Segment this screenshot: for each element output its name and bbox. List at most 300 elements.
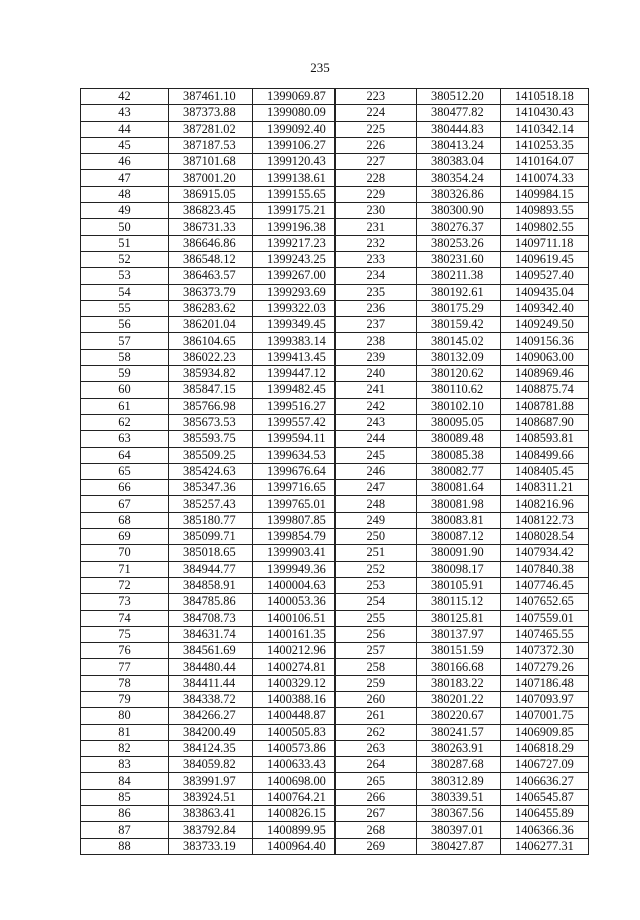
point-number-left: 80: [81, 708, 169, 724]
point-number-right: 241: [335, 382, 417, 398]
point-number-left: 63: [81, 431, 169, 447]
point-number-left: 65: [81, 463, 169, 479]
x-coordinate-left: 385847.15: [169, 382, 253, 398]
point-number-left: 76: [81, 643, 169, 659]
table-row: [81, 414, 589, 430]
point-number-right: 252: [335, 561, 417, 577]
table-row: [81, 480, 589, 496]
x-coordinate-right: 380089.48: [417, 431, 501, 447]
point-number-left: 75: [81, 626, 169, 642]
y-coordinate-right: 1409802.55: [501, 219, 589, 235]
table-row: [81, 463, 589, 479]
x-coordinate-left: 387461.10: [169, 89, 253, 105]
x-coordinate-left: 385934.82: [169, 366, 253, 382]
x-coordinate-left: 384059.82: [169, 757, 253, 773]
x-coordinate-right: 380397.01: [417, 822, 501, 838]
point-number-left: 62: [81, 414, 169, 430]
y-coordinate-right: 1407093.97: [501, 691, 589, 707]
x-coordinate-left: 385099.71: [169, 529, 253, 545]
point-number-left: 64: [81, 447, 169, 463]
y-coordinate-right: 1408687.90: [501, 414, 589, 430]
x-coordinate-right: 380120.62: [417, 366, 501, 382]
x-coordinate-right: 380220.67: [417, 708, 501, 724]
y-coordinate-left: 1399903.41: [253, 545, 335, 561]
y-coordinate-right: 1406366.36: [501, 822, 589, 838]
x-coordinate-left: 387101.68: [169, 154, 253, 170]
point-number-right: 260: [335, 691, 417, 707]
y-coordinate-right: 1407934.42: [501, 545, 589, 561]
y-coordinate-right: 1409619.45: [501, 251, 589, 267]
point-number-right: 251: [335, 545, 417, 561]
table-row: [81, 724, 589, 740]
x-coordinate-right: 380263.91: [417, 740, 501, 756]
point-number-right: 240: [335, 366, 417, 382]
point-number-right: 238: [335, 333, 417, 349]
x-coordinate-right: 380175.29: [417, 300, 501, 316]
y-coordinate-left: 1399447.12: [253, 366, 335, 382]
y-coordinate-left: 1399716.65: [253, 480, 335, 496]
point-number-left: 48: [81, 186, 169, 202]
x-coordinate-right: 380087.12: [417, 529, 501, 545]
x-coordinate-left: 385424.63: [169, 463, 253, 479]
point-number-right: 233: [335, 251, 417, 267]
x-coordinate-left: 384480.44: [169, 659, 253, 675]
point-number-right: 236: [335, 300, 417, 316]
table-row: [81, 496, 589, 512]
y-coordinate-left: 1400212.96: [253, 643, 335, 659]
x-coordinate-right: 380151.59: [417, 643, 501, 659]
x-coordinate-right: 380312.89: [417, 773, 501, 789]
x-coordinate-right: 380083.81: [417, 512, 501, 528]
table-row: [81, 447, 589, 463]
point-number-left: 57: [81, 333, 169, 349]
x-coordinate-left: 386463.57: [169, 268, 253, 284]
point-number-right: 261: [335, 708, 417, 724]
point-number-left: 58: [81, 349, 169, 365]
x-coordinate-left: 384561.69: [169, 643, 253, 659]
point-number-left: 88: [81, 838, 169, 854]
y-coordinate-right: 1409063.00: [501, 349, 589, 365]
point-number-right: 227: [335, 154, 417, 170]
y-coordinate-left: 1399092.40: [253, 121, 335, 137]
point-number-right: 245: [335, 447, 417, 463]
y-coordinate-left: 1400899.95: [253, 822, 335, 838]
x-coordinate-right: 380477.82: [417, 105, 501, 121]
y-coordinate-left: 1400764.21: [253, 789, 335, 805]
table-row: [81, 349, 589, 365]
y-coordinate-left: 1399854.79: [253, 529, 335, 545]
point-number-right: 223: [335, 89, 417, 105]
y-coordinate-left: 1399349.45: [253, 317, 335, 333]
table-row: [81, 512, 589, 528]
x-coordinate-left: 384858.91: [169, 577, 253, 593]
x-coordinate-left: 384944.77: [169, 561, 253, 577]
y-coordinate-left: 1399383.14: [253, 333, 335, 349]
table-row: [81, 121, 589, 137]
y-coordinate-left: 1399634.53: [253, 447, 335, 463]
y-coordinate-left: 1400505.83: [253, 724, 335, 740]
x-coordinate-left: 383991.97: [169, 773, 253, 789]
y-coordinate-left: 1400106.51: [253, 610, 335, 626]
y-coordinate-left: 1399482.45: [253, 382, 335, 398]
y-coordinate-right: 1406909.85: [501, 724, 589, 740]
point-number-right: 258: [335, 659, 417, 675]
x-coordinate-right: 380367.56: [417, 806, 501, 822]
y-coordinate-right: 1409156.36: [501, 333, 589, 349]
y-coordinate-right: 1410518.18: [501, 89, 589, 105]
point-number-left: 72: [81, 577, 169, 593]
y-coordinate-left: 1399243.25: [253, 251, 335, 267]
y-coordinate-right: 1409893.55: [501, 203, 589, 219]
point-number-right: 250: [335, 529, 417, 545]
y-coordinate-right: 1408311.21: [501, 480, 589, 496]
x-coordinate-left: 386283.62: [169, 300, 253, 316]
x-coordinate-right: 380095.05: [417, 414, 501, 430]
y-coordinate-right: 1408593.81: [501, 431, 589, 447]
y-coordinate-left: 1399175.21: [253, 203, 335, 219]
table-row: [81, 561, 589, 577]
y-coordinate-right: 1406277.31: [501, 838, 589, 854]
y-coordinate-right: 1409527.40: [501, 268, 589, 284]
y-coordinate-left: 1399080.09: [253, 105, 335, 121]
table-row: [81, 643, 589, 659]
x-coordinate-left: 386201.04: [169, 317, 253, 333]
x-coordinate-left: 385180.77: [169, 512, 253, 528]
y-coordinate-right: 1407652.65: [501, 594, 589, 610]
y-coordinate-left: 1399138.61: [253, 170, 335, 186]
y-coordinate-left: 1399807.85: [253, 512, 335, 528]
y-coordinate-left: 1399594.11: [253, 431, 335, 447]
y-coordinate-right: 1406818.29: [501, 740, 589, 756]
table-row: [81, 251, 589, 267]
y-coordinate-right: 1407465.55: [501, 626, 589, 642]
x-coordinate-left: 384411.44: [169, 675, 253, 691]
x-coordinate-right: 380110.62: [417, 382, 501, 398]
x-coordinate-left: 385673.53: [169, 414, 253, 430]
x-coordinate-left: 383792.84: [169, 822, 253, 838]
y-coordinate-right: 1410430.43: [501, 105, 589, 121]
table-body: [81, 89, 589, 855]
point-number-left: 84: [81, 773, 169, 789]
y-coordinate-left: 1399322.03: [253, 300, 335, 316]
point-number-right: 239: [335, 349, 417, 365]
x-coordinate-left: 384338.72: [169, 691, 253, 707]
x-coordinate-right: 380427.87: [417, 838, 501, 854]
y-coordinate-left: 1400274.81: [253, 659, 335, 675]
x-coordinate-left: 386022.23: [169, 349, 253, 365]
point-number-right: 242: [335, 398, 417, 414]
point-number-right: 235: [335, 284, 417, 300]
x-coordinate-left: 386646.86: [169, 235, 253, 251]
y-coordinate-left: 1399765.01: [253, 496, 335, 512]
point-number-left: 87: [81, 822, 169, 838]
x-coordinate-right: 380300.90: [417, 203, 501, 219]
point-number-right: 229: [335, 186, 417, 202]
x-coordinate-right: 380183.22: [417, 675, 501, 691]
point-number-right: 256: [335, 626, 417, 642]
table-row: [81, 219, 589, 235]
y-coordinate-left: 1399196.38: [253, 219, 335, 235]
point-number-left: 68: [81, 512, 169, 528]
y-coordinate-right: 1408499.66: [501, 447, 589, 463]
x-coordinate-left: 384124.35: [169, 740, 253, 756]
x-coordinate-left: 384200.49: [169, 724, 253, 740]
table-row: [81, 317, 589, 333]
point-number-right: 259: [335, 675, 417, 691]
point-number-right: 234: [335, 268, 417, 284]
x-coordinate-right: 380276.37: [417, 219, 501, 235]
table-row: [81, 545, 589, 561]
table-row: [81, 398, 589, 414]
point-number-right: 237: [335, 317, 417, 333]
point-number-left: 44: [81, 121, 169, 137]
table-row: [81, 740, 589, 756]
point-number-left: 85: [81, 789, 169, 805]
table-row: [81, 382, 589, 398]
y-coordinate-left: 1399106.27: [253, 137, 335, 153]
y-coordinate-right: 1409984.15: [501, 186, 589, 202]
page-number: 235: [310, 60, 330, 75]
table-row: [81, 577, 589, 593]
point-number-left: 49: [81, 203, 169, 219]
table-row: [81, 284, 589, 300]
x-coordinate-left: 385766.98: [169, 398, 253, 414]
point-number-left: 70: [81, 545, 169, 561]
coordinates-table: [80, 88, 589, 855]
point-number-left: 79: [81, 691, 169, 707]
y-coordinate-left: 1400329.12: [253, 675, 335, 691]
x-coordinate-left: 385347.36: [169, 480, 253, 496]
point-number-right: 224: [335, 105, 417, 121]
point-number-right: 264: [335, 757, 417, 773]
y-coordinate-left: 1400053.36: [253, 594, 335, 610]
x-coordinate-right: 380231.60: [417, 251, 501, 267]
point-number-left: 53: [81, 268, 169, 284]
y-coordinate-right: 1408405.45: [501, 463, 589, 479]
table-row: [81, 105, 589, 121]
x-coordinate-right: 380354.24: [417, 170, 501, 186]
y-coordinate-right: 1408781.88: [501, 398, 589, 414]
x-coordinate-right: 380125.81: [417, 610, 501, 626]
table-row: [81, 659, 589, 675]
point-number-left: 71: [81, 561, 169, 577]
x-coordinate-right: 380166.68: [417, 659, 501, 675]
x-coordinate-left: 383863.41: [169, 806, 253, 822]
point-number-left: 82: [81, 740, 169, 756]
table-row: [81, 822, 589, 838]
x-coordinate-right: 380201.22: [417, 691, 501, 707]
y-coordinate-right: 1407001.75: [501, 708, 589, 724]
x-coordinate-right: 380241.57: [417, 724, 501, 740]
y-coordinate-left: 1400448.87: [253, 708, 335, 724]
y-coordinate-left: 1400573.86: [253, 740, 335, 756]
point-number-left: 83: [81, 757, 169, 773]
point-number-left: 66: [81, 480, 169, 496]
point-number-left: 56: [81, 317, 169, 333]
table-row: [81, 806, 589, 822]
y-coordinate-left: 1399293.69: [253, 284, 335, 300]
x-coordinate-right: 380102.10: [417, 398, 501, 414]
point-number-right: 232: [335, 235, 417, 251]
y-coordinate-right: 1406455.89: [501, 806, 589, 822]
y-coordinate-right: 1406727.09: [501, 757, 589, 773]
y-coordinate-right: 1408122.73: [501, 512, 589, 528]
point-number-left: 69: [81, 529, 169, 545]
x-coordinate-left: 384631.74: [169, 626, 253, 642]
point-number-right: 226: [335, 137, 417, 153]
x-coordinate-right: 380211.38: [417, 268, 501, 284]
point-number-right: 266: [335, 789, 417, 805]
y-coordinate-right: 1408875.74: [501, 382, 589, 398]
x-coordinate-left: 386548.12: [169, 251, 253, 267]
x-coordinate-right: 380512.20: [417, 89, 501, 105]
y-coordinate-left: 1399516.27: [253, 398, 335, 414]
point-number-left: 59: [81, 366, 169, 382]
y-coordinate-right: 1410074.33: [501, 170, 589, 186]
point-number-right: 225: [335, 121, 417, 137]
point-number-right: 244: [335, 431, 417, 447]
x-coordinate-left: 387373.88: [169, 105, 253, 121]
point-number-left: 67: [81, 496, 169, 512]
table-row: [81, 431, 589, 447]
point-number-right: 230: [335, 203, 417, 219]
point-number-right: 268: [335, 822, 417, 838]
point-number-left: 50: [81, 219, 169, 235]
x-coordinate-right: 380132.09: [417, 349, 501, 365]
x-coordinate-right: 380082.77: [417, 463, 501, 479]
x-coordinate-left: 385509.25: [169, 447, 253, 463]
table-row: [81, 235, 589, 251]
x-coordinate-right: 380091.90: [417, 545, 501, 561]
table-row: [81, 691, 589, 707]
table-row: [81, 757, 589, 773]
table-row: [81, 773, 589, 789]
y-coordinate-left: 1399557.42: [253, 414, 335, 430]
x-coordinate-left: 385018.65: [169, 545, 253, 561]
x-coordinate-right: 380159.42: [417, 317, 501, 333]
table-row: [81, 89, 589, 105]
y-coordinate-left: 1399949.36: [253, 561, 335, 577]
point-number-left: 78: [81, 675, 169, 691]
x-coordinate-left: 387187.53: [169, 137, 253, 153]
table-row: [81, 137, 589, 153]
point-number-right: 267: [335, 806, 417, 822]
point-number-right: 248: [335, 496, 417, 512]
x-coordinate-right: 380085.38: [417, 447, 501, 463]
x-coordinate-left: 385593.75: [169, 431, 253, 447]
y-coordinate-right: 1407746.45: [501, 577, 589, 593]
point-number-right: 257: [335, 643, 417, 659]
point-number-left: 47: [81, 170, 169, 186]
table-row: [81, 203, 589, 219]
table-row: [81, 366, 589, 382]
y-coordinate-right: 1407279.26: [501, 659, 589, 675]
x-coordinate-right: 380253.26: [417, 235, 501, 251]
table-row: [81, 675, 589, 691]
y-coordinate-right: 1408216.96: [501, 496, 589, 512]
point-number-right: 246: [335, 463, 417, 479]
y-coordinate-left: 1400388.16: [253, 691, 335, 707]
point-number-right: 262: [335, 724, 417, 740]
table-row: [81, 626, 589, 642]
y-coordinate-right: 1406545.87: [501, 789, 589, 805]
y-coordinate-left: 1400633.43: [253, 757, 335, 773]
y-coordinate-right: 1407559.01: [501, 610, 589, 626]
x-coordinate-left: 384708.73: [169, 610, 253, 626]
x-coordinate-right: 380115.12: [417, 594, 501, 610]
x-coordinate-right: 380081.98: [417, 496, 501, 512]
point-number-right: 253: [335, 577, 417, 593]
x-coordinate-left: 384785.86: [169, 594, 253, 610]
table-row: [81, 708, 589, 724]
x-coordinate-left: 386104.65: [169, 333, 253, 349]
table-row: [81, 300, 589, 316]
table-row: [81, 268, 589, 284]
y-coordinate-right: 1410253.35: [501, 137, 589, 153]
y-coordinate-right: 1410164.07: [501, 154, 589, 170]
y-coordinate-right: 1410342.14: [501, 121, 589, 137]
x-coordinate-left: 386731.33: [169, 219, 253, 235]
y-coordinate-left: 1400964.40: [253, 838, 335, 854]
x-coordinate-right: 380383.04: [417, 154, 501, 170]
x-coordinate-left: 386373.79: [169, 284, 253, 300]
point-number-right: 263: [335, 740, 417, 756]
y-coordinate-right: 1408969.46: [501, 366, 589, 382]
table-row: [81, 838, 589, 854]
table-row: [81, 610, 589, 626]
point-number-left: 55: [81, 300, 169, 316]
point-number-left: 43: [81, 105, 169, 121]
y-coordinate-right: 1409711.18: [501, 235, 589, 251]
y-coordinate-right: 1409342.40: [501, 300, 589, 316]
table-row: [81, 594, 589, 610]
x-coordinate-left: 383924.51: [169, 789, 253, 805]
x-coordinate-right: 380444.83: [417, 121, 501, 137]
point-number-left: 81: [81, 724, 169, 740]
point-number-right: 265: [335, 773, 417, 789]
x-coordinate-left: 386823.45: [169, 203, 253, 219]
point-number-left: 45: [81, 137, 169, 153]
x-coordinate-right: 380339.51: [417, 789, 501, 805]
table-row: [81, 170, 589, 186]
x-coordinate-right: 380098.17: [417, 561, 501, 577]
point-number-right: 269: [335, 838, 417, 854]
y-coordinate-right: 1406636.27: [501, 773, 589, 789]
point-number-right: 254: [335, 594, 417, 610]
x-coordinate-left: 384266.27: [169, 708, 253, 724]
point-number-left: 77: [81, 659, 169, 675]
y-coordinate-left: 1400004.63: [253, 577, 335, 593]
y-coordinate-left: 1399217.23: [253, 235, 335, 251]
table-row: [81, 333, 589, 349]
point-number-right: 255: [335, 610, 417, 626]
point-number-right: 247: [335, 480, 417, 496]
y-coordinate-right: 1407186.48: [501, 675, 589, 691]
point-number-left: 52: [81, 251, 169, 267]
x-coordinate-left: 383733.19: [169, 838, 253, 854]
table-row: [81, 154, 589, 170]
y-coordinate-left: 1400826.15: [253, 806, 335, 822]
y-coordinate-left: 1399069.87: [253, 89, 335, 105]
table-row: [81, 186, 589, 202]
point-number-left: 74: [81, 610, 169, 626]
x-coordinate-right: 380137.97: [417, 626, 501, 642]
table-row: [81, 789, 589, 805]
y-coordinate-right: 1407372.30: [501, 643, 589, 659]
x-coordinate-right: 380413.24: [417, 137, 501, 153]
y-coordinate-left: 1399413.45: [253, 349, 335, 365]
y-coordinate-left: 1399120.43: [253, 154, 335, 170]
